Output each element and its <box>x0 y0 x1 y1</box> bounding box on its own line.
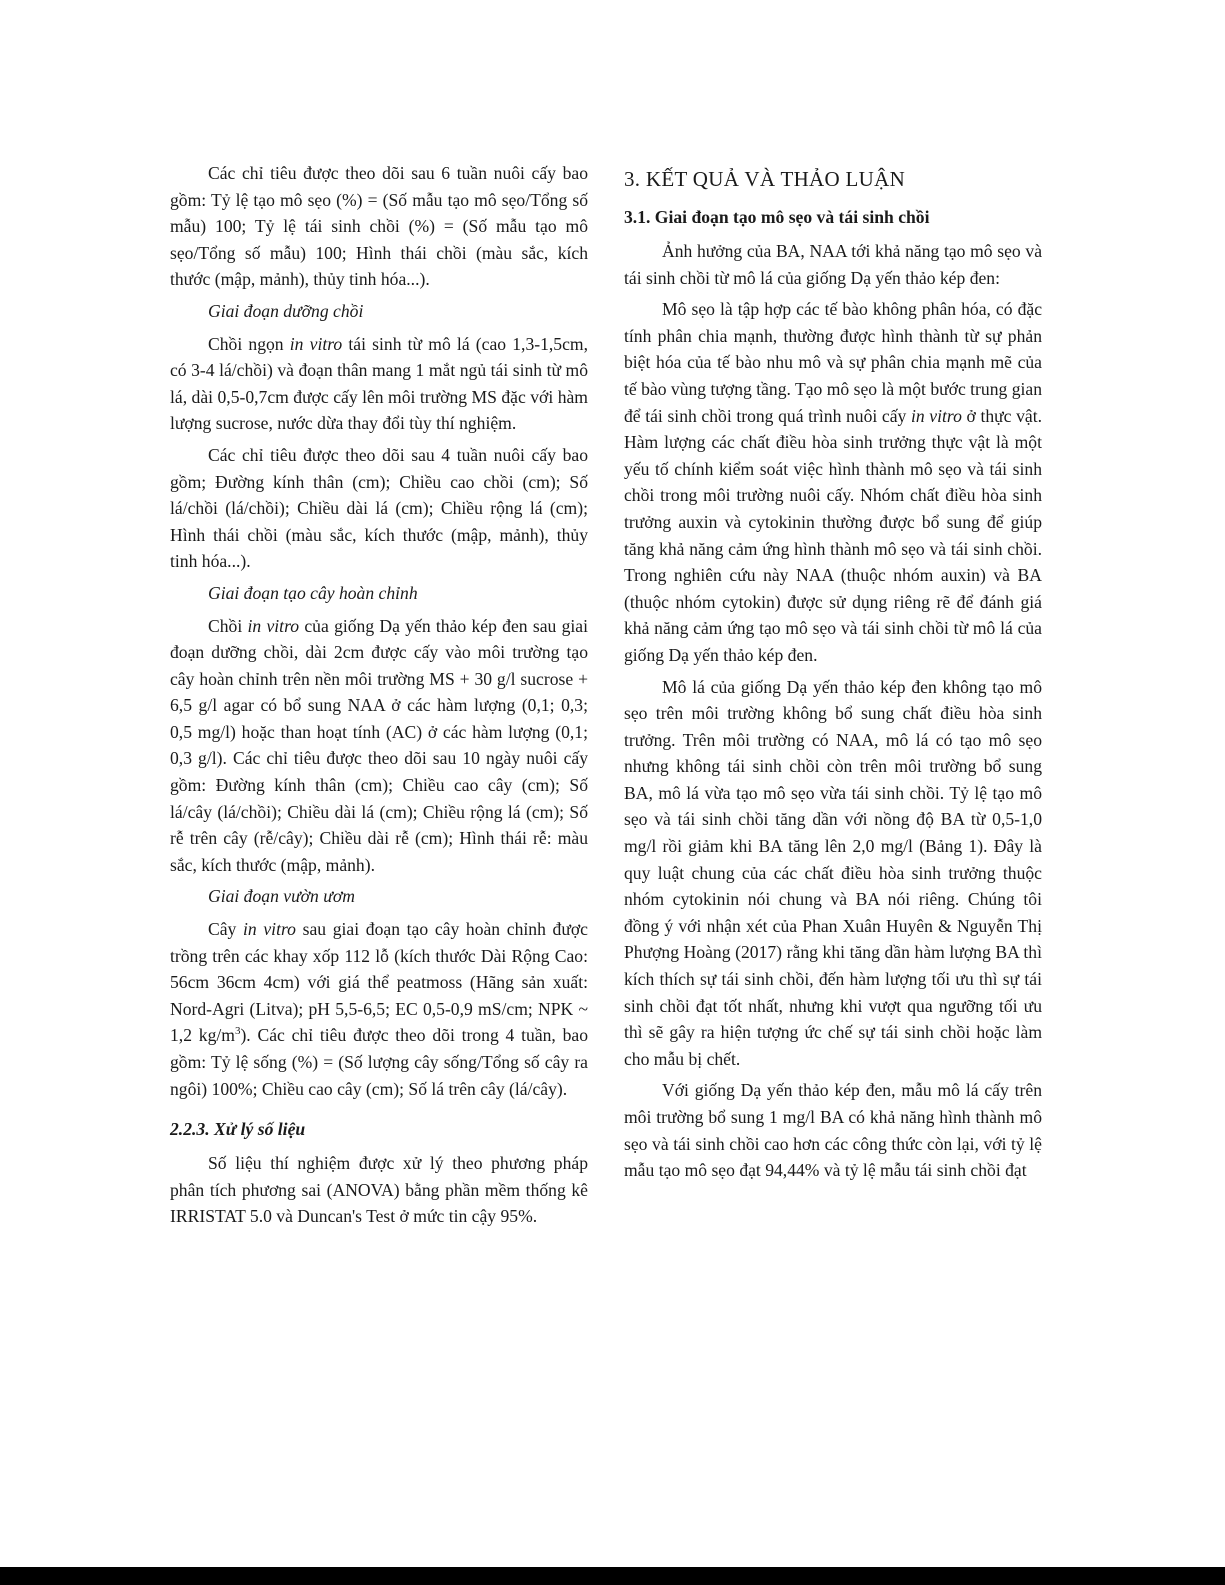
paragraph-complete-plant: Chồi in vitro của giống Dạ yến thảo kép đen sau giai đoạn dưỡng chồi, dài 2cm được cấy vào môi trường tạo cây hoàn chỉnh trên nền môi trường MS + 30 g/l sucrose + 6,5 g/l agar có bổ sung NAA ở các hàm lượng (0,1; 0,3; 0,5 mg/l) hoặc than hoạt tính (AC) ở các hàm lượng (0,1; 0,3 g/l). Các chỉ tiêu được theo dõi sau 10 ngày nuôi cấy gồm: Đường kính thân (cm); Chiều cao cây (cm); Số lá/cây (lá/chồi); Chiều dài lá (cm); Chiều rộng lá (cm); Số rễ trên cây (rễ/cây); Chiều dài rễ (cm); Hình thái rễ: màu sắc, kích thước (mập, mảnh). <box>170 615 588 875</box>
paragraph-variety-results: Với giống Dạ yến thảo kép đen, mẫu mô lá cấy trên môi trường bổ sung 1 mg/l BA có khả năng hình thành mô sẹo và tái sinh chồi cao hơn các công thức còn lại, với tỷ lệ mẫu tạo mô sẹo đạt 94,44% và tỷ lệ mẫu tái sinh chồi đạt <box>624 1080 1042 1181</box>
paragraph-ba-naa-effect: Ảnh hưởng của BA, NAA tới khả năng tạo mô sẹo và tái sinh chồi từ mô lá của giống Dạ yến thảo kép đen: <box>624 241 1042 288</box>
paragraph-nursery: Cây in vitro sau giai đoạn tạo cây hoàn chỉnh được trồng trên các khay xốp 112 lỗ (kích thước Dài Rộng Cao: 56cm 36cm 4cm) với giá thể peatmoss (Hãng sản xuất: Nord-Agri (Litva); pH 5,5-6,5; EC 0,5-0,9 mS/cm; NPK ~ 1,2 $kg/m^3$). Các chỉ tiêu được theo dõi trong 4 tuần, bao gồm: Tỷ lệ sống (%) = (Số lượng cây sống/Tổng số cây ra ngôi) 100%; Chiều cao cây (cm); Số lá trên cây (lá/cây). <box>170 919 589 1099</box>
paragraph-callus-definition: Mô sẹo là tập hợp các tế bào không phân hóa, có đặc tính phân chia mạnh, thường được hình thành từ sự phản biệt hóa của tế bào nhu mô và sự phân chia mạnh mẽ của tế bào vùng tượng tầng. Tạo mô sẹo là một bước trung gian để tái sinh chồi trong quá trình nuôi cấy in vitro ở thực vật. Hàm lượng các chất điều hòa sinh trưởng thực vật là một yếu tố chính kiểm soát việc hình thành mô sẹo và tái sinh chồi trong môi trường nuôi cấy. Nhóm chất điều hòa sinh trưởng auxin và cytokinin thường được bổ sung để giúp tăng khả năng cảm ứng hình thành mô sẹo và tái sinh chồi. Trong nghiên cứu này NAA (thuộc nhóm auxin) và BA (thuộc nhóm cytokin) được sử dụng riêng rẽ để đánh giá khả năng cảm ứng tạo mô sẹo và tái sinh chồi từ mô lá của giống Dạ yến thảo kép đen. <box>624 299 1042 665</box>
paragraph-data-processing: Số liệu thí nghiệm được xử lý theo phương pháp phân tích phương sai (ANOVA) bằng phần mềm thống kê IRRISTAT 5.0 và Duncan's Test ở mức tin cậy 95%. <box>170 1153 588 1227</box>
subheading-complete-plant: Giai đoạn tạo cây hoàn chỉnh <box>208 582 418 603</box>
paragraph-indicators-4-weeks: Các chỉ tiêu được theo dõi sau 4 tuần nuôi cấy bao gồm; Đường kính thân (cm); Chiều cao chồi (cm); Số lá/chồi (lá/chồi); Chiều dài lá (cm); Chiều rộng lá (cm); Hình thái chồi (màu sắc, kích thước (mập, mảnh), thủy tinh hóa...). <box>170 444 588 572</box>
left-column <box>170 160 588 1235</box>
bottom-border <box>0 1567 1225 1585</box>
right-column <box>624 160 1042 1189</box>
paragraph-leaf-tissue-results: Mô lá của giống Dạ yến thảo kép đen không tạo mô sẹo trên môi trường không bổ sung chất điều hòa sinh trưởng. Trên môi trường có NAA, mô lá có tạo mô sẹo nhưng không tái sinh chồi còn trên môi trường bổ sung BA, mô lá vừa tạo mô sẹo vừa tái sinh chồi. Tỷ lệ tạo mô sẹo và tái sinh chồi tăng dần với nồng độ BA từ 0,5-1,0 mg/l rồi giảm khi BA tăng lên 2,0 mg/l (Bảng 1). Đây là quy luật chung của các chất điều hòa sinh trưởng thuộc nhóm cytokinin nói chung và BA nói riêng. Chúng tôi đồng ý với nhận xét của Phan Xuân Huyên & Nguyễn Thị Phượng Hoàng (2017) rằng khi tăng dần hàm lượng BA thì kích thích sự tái sinh chồi, đến hàm lượng tối ưu thì sự tái sinh chồi đạt tốt nhất, nhưng khi vượt qua ngưỡng tối ưu thì sẽ gây ra hiện tượng ức chế sự tái sinh chồi hoặc làm cho mẫu bị chết. <box>624 676 1042 1069</box>
subheading-shoot-nursing: Giai đoạn dưỡng chồi <box>208 300 364 321</box>
subheading-nursery: Giai đoạn vườn ươm <box>208 886 355 907</box>
subsection-heading-callus: 3.1. Giai đoạn tạo mô sẹo và tái sinh chồi <box>624 207 930 227</box>
section-heading-results: 3. KẾT QUẢ VÀ THẢO LUẬN <box>624 167 906 191</box>
paragraph-indicators-6-weeks: Các chỉ tiêu được theo dõi sau 6 tuần nuôi cấy bao gồm: Tỷ lệ tạo mô sẹo (%) = (Số mẫu tạo mô sẹo/Tổng số mẫu) 100; Tỷ lệ tái sinh chồi (%) = (Số mẫu tạo mô sẹo/Tổng số mẫu) 100; Hình thái chồi (màu sắc, kích thước (mập, mảnh), thủy tinh hóa...). <box>170 163 588 290</box>
section-heading-data-processing: 2.2.3. Xử lý số liệu <box>170 1119 306 1140</box>
paragraph-shoot-nursing: Chồi ngọn in vitro tái sinh từ mô lá (cao 1,3-1,5cm, có 3-4 lá/chồi) và đoạn thân mang 1 mắt ngủ tái sinh từ mô lá, dài 0,5-0,7cm được cấy lên môi trường MS đặc với hàm lượng sucrose, nước dừa thay đổi tùy thí nghiệm. <box>170 333 588 434</box>
